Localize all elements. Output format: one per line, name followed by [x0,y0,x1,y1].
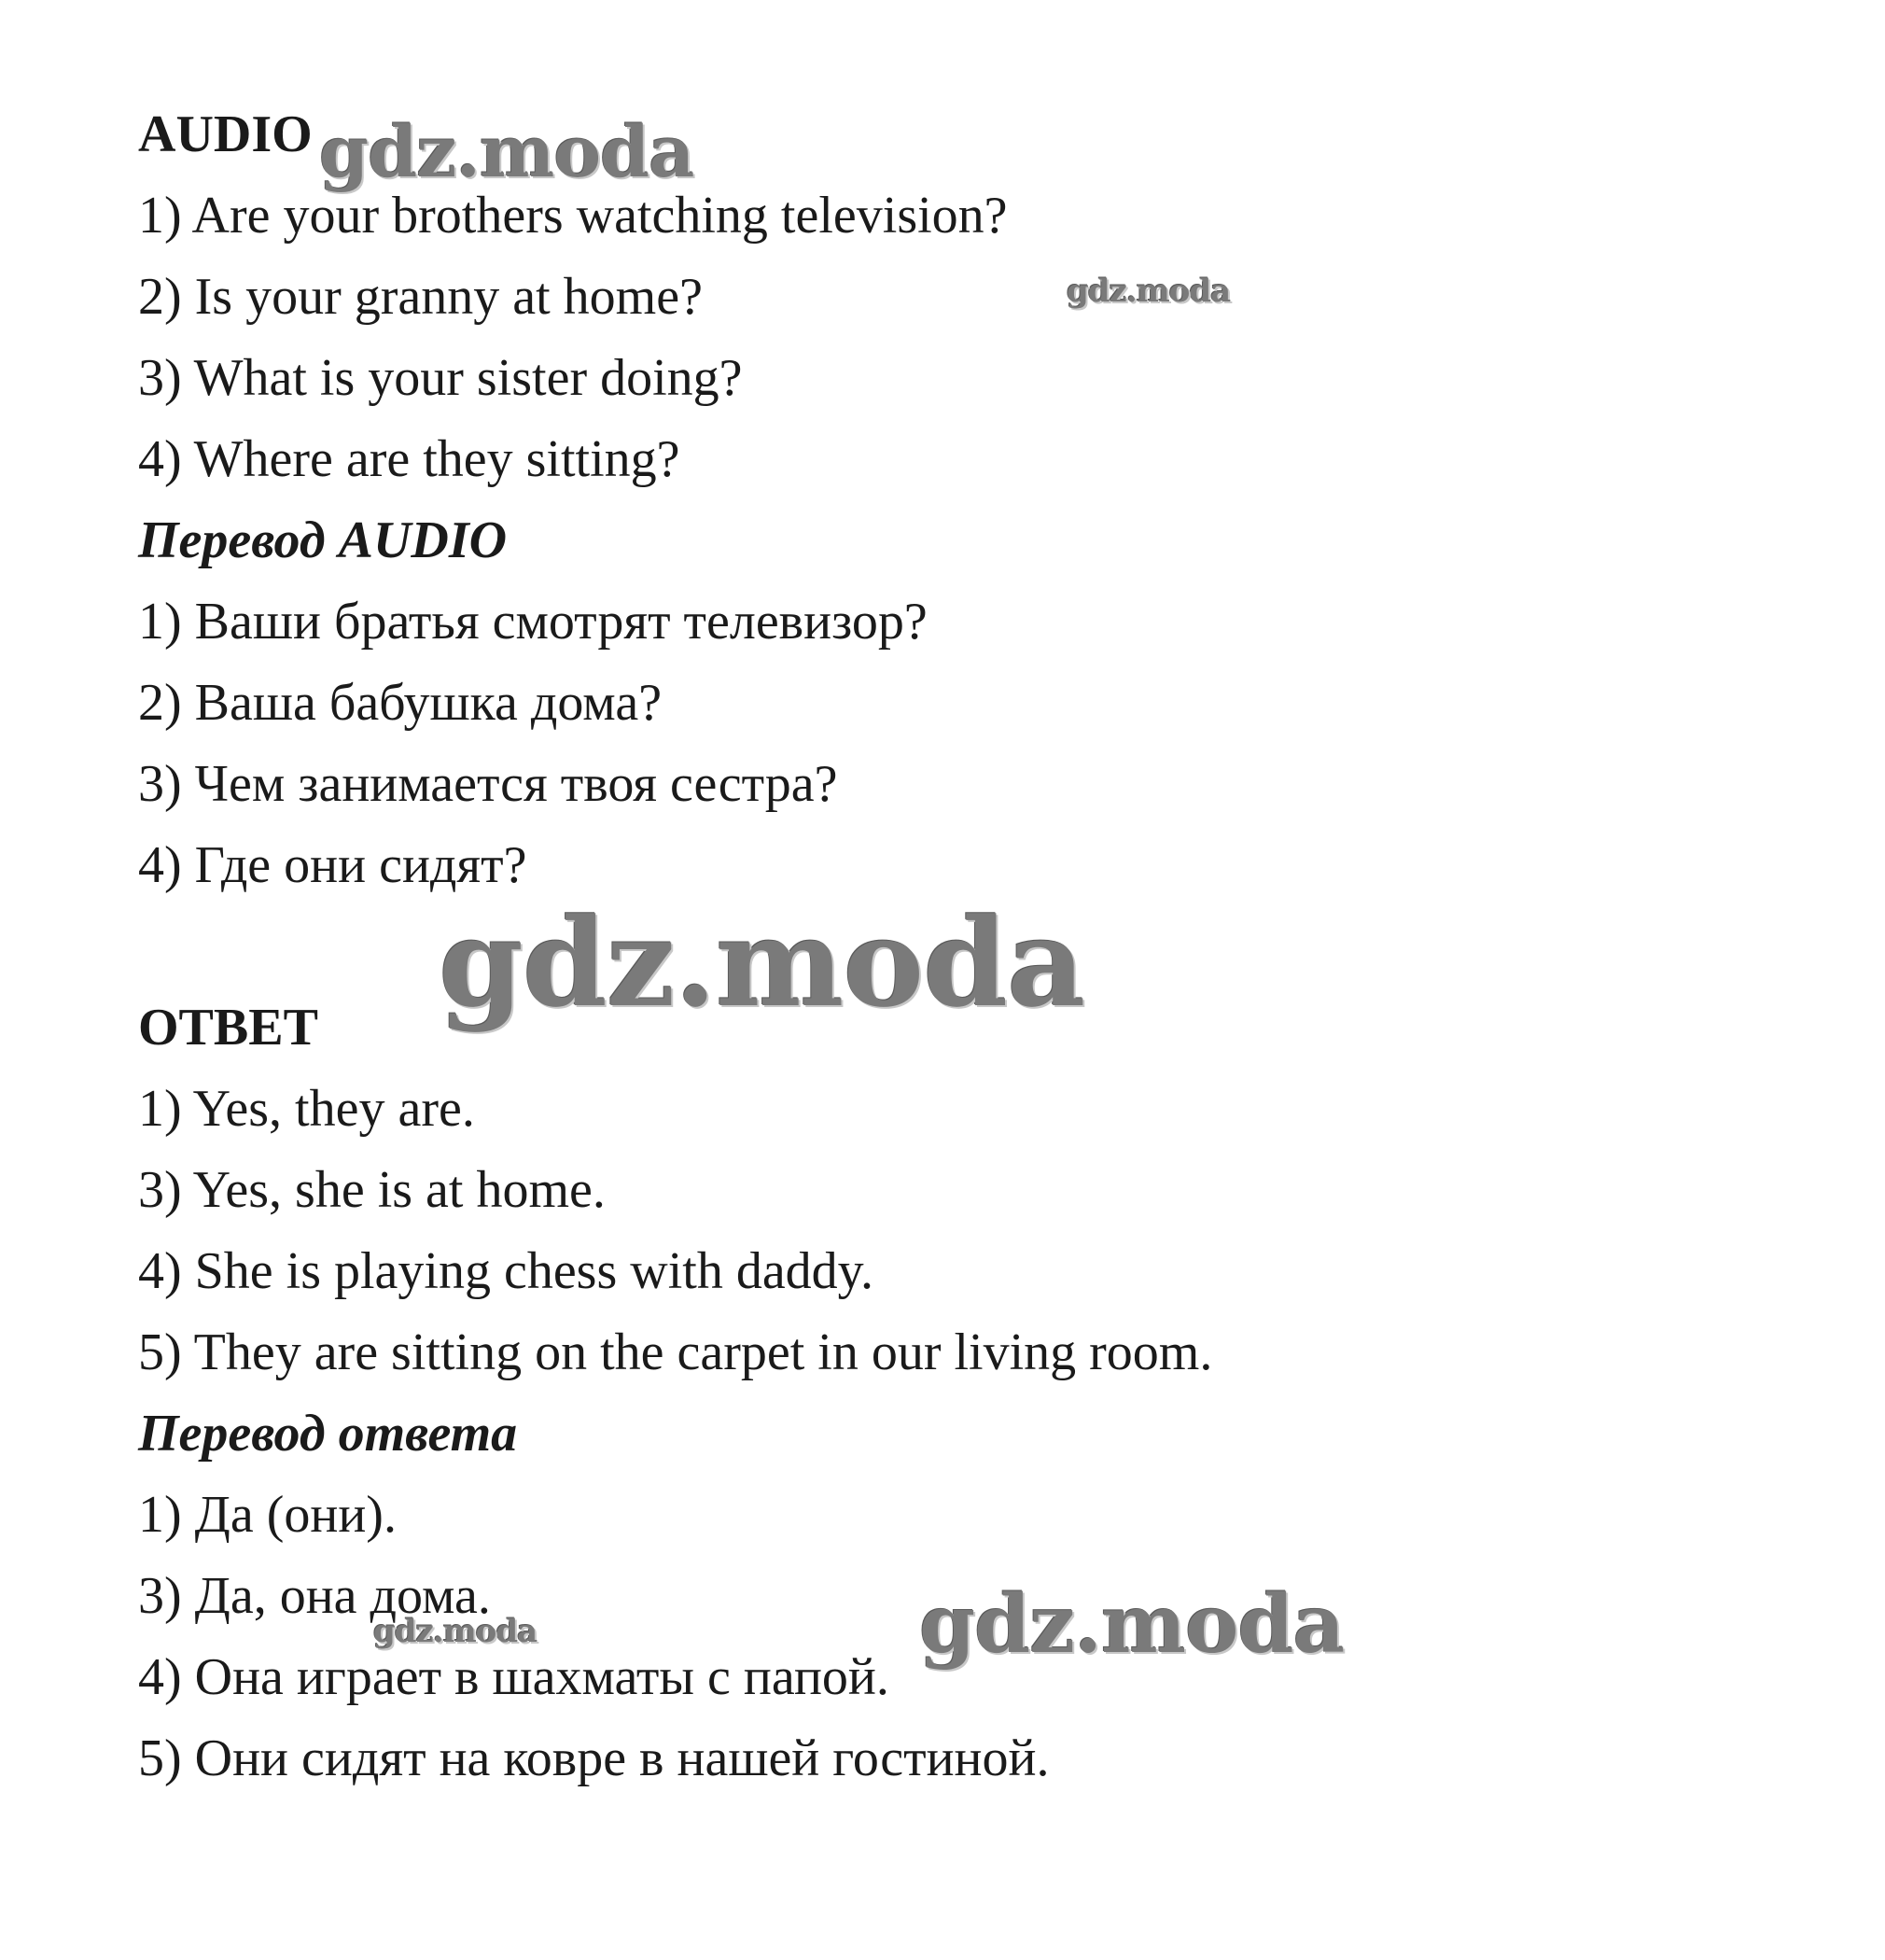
audio-translation-line-2: 2) Ваша бабушка дома? [138,674,663,732]
answer-translation-line-1: 1) Да (они). [138,1486,397,1544]
audio-translation-line-1: 1) Ваши братья смотрят телевизор? [138,593,928,651]
answer-line-1: 1) Yes, they are. [138,1080,475,1138]
answer-line-3: 4) She is playing chess with daddy. [138,1242,874,1300]
audio-translation-line-3: 3) Чем занимается твоя сестра? [138,755,838,813]
answer-line-2: 3) Yes, she is at home. [138,1161,606,1219]
audio-line-1: 1) Are your brothers watching television? [138,187,1008,245]
audio-line-4: 4) Where are they sitting? [138,430,680,488]
audio-translation-line-4: 4) Где они сидят? [138,836,527,894]
watermark-2: gdz.moda [1067,273,1231,310]
watermark-3: gdz.moda [439,891,1085,1034]
answer-translation-line-2: 3) Да, она дома. [138,1567,491,1625]
answer-heading: ОТВЕТ [138,999,318,1057]
answer-line-4: 5) They are sitting on the carpet in our living room. [138,1323,1213,1381]
audio-heading: AUDIO [138,105,313,163]
answer-translation-line-3: 4) Она играет в шахматы с папой. [138,1648,889,1706]
watermark-4: gdz.moda [373,1613,538,1650]
watermark-1: gdz.moda [319,110,694,193]
answer-translation-heading: Перевод ответа [138,1405,518,1463]
audio-line-2: 2) Is your granny at home? [138,268,703,326]
audio-line-3: 3) What is your sister doing? [138,349,743,407]
watermark-5: gdz.moda [919,1577,1345,1672]
audio-translation-heading: Перевод AUDIO [138,511,508,569]
answer-translation-line-4: 5) Они сидят на ковре в нашей гостиной. [138,1729,1050,1787]
